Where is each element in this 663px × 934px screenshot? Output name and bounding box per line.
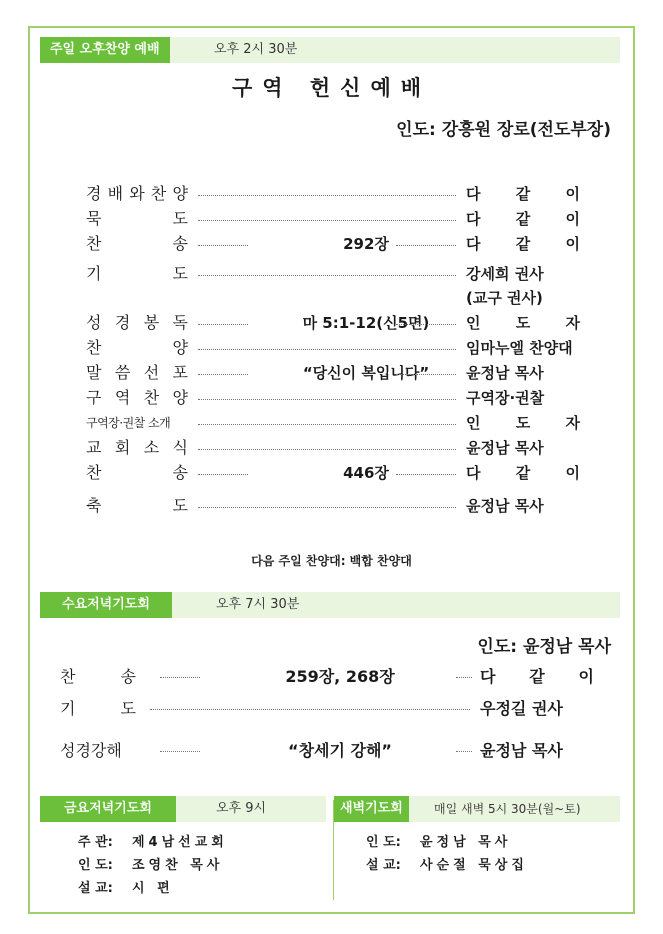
order-responsible: 우정길 권사 (480, 699, 563, 718)
order-label (86, 494, 188, 518)
label-char: 이 (565, 235, 580, 253)
order-responsible-sub: (교구 권사) (466, 289, 543, 307)
label-char: 도 (515, 414, 531, 432)
label-char: 경 (114, 313, 131, 332)
order-item: “창세기 강해” (288, 741, 392, 760)
order-responsible (466, 411, 580, 435)
label-char: 성 (86, 313, 102, 332)
order-label (86, 207, 188, 231)
order-item: “당신이 복입니다” (302, 364, 430, 382)
label-char: 도 (172, 209, 188, 228)
label-char: 식 (172, 438, 188, 457)
label-char: 같 (515, 210, 531, 228)
label-char: 찬 (86, 338, 102, 357)
label-char: 찬 (86, 463, 102, 482)
label-char: 이 (578, 667, 594, 686)
dot-leader (160, 677, 200, 678)
dot-leader (198, 474, 248, 475)
order-label (86, 436, 188, 460)
label-char: 송 (172, 234, 188, 253)
label-char: 묵 (86, 209, 102, 228)
order-responsible (466, 232, 580, 256)
detail-value: 제4남선교회 (132, 835, 228, 850)
label-char: 찬 (86, 234, 102, 253)
detail-key: 주 관: (78, 835, 113, 850)
detail-value: 사순절 묵상집 (420, 858, 528, 873)
order-responsible (466, 182, 580, 206)
label-char: 역 (114, 388, 131, 407)
order-label (86, 182, 188, 206)
dot-leader (198, 220, 456, 221)
order-label (60, 664, 136, 690)
label-char: 자 (565, 414, 580, 432)
order-row (86, 182, 580, 206)
dawn-tag: 새벽기도회 (334, 796, 409, 822)
label-char: 도 (172, 264, 188, 283)
dot-leader (198, 275, 456, 276)
label-char: 와 (129, 184, 145, 203)
detail-value: 윤정남 목사 (420, 835, 512, 850)
wednesday-leader: 인도: 윤정남 목사 (477, 637, 611, 657)
order-responsible: 윤정남 목사 (466, 364, 544, 382)
order-responsible: 구역장·권찰 (466, 389, 545, 407)
label-char: 송 (172, 463, 188, 482)
label-char: 말 (86, 363, 102, 382)
order-item: 292장 (343, 235, 389, 253)
label-char: 구 (86, 388, 102, 407)
label-char: 독 (172, 313, 188, 332)
order-row (60, 696, 594, 722)
next-week-choir: 다음 주일 찬양대: 백합 찬양대 (251, 554, 412, 568)
label-char: 같 (529, 667, 545, 686)
order-responsible: 윤정남 목사 (466, 497, 544, 515)
order-responsible (480, 664, 594, 690)
order-row (60, 738, 594, 764)
order-row (86, 494, 580, 518)
label-char: 기 (60, 699, 76, 718)
dot-leader (396, 324, 456, 325)
label-char: 같 (515, 235, 531, 253)
label-char: 선 (143, 363, 160, 382)
dot-leader (198, 349, 456, 350)
sunday-tag: 주일 오후찬양 예배 (40, 37, 170, 63)
label-char: 다 (466, 210, 481, 228)
label-char: 포 (172, 363, 188, 382)
label-char: 기 (86, 264, 102, 283)
dot-leader (198, 374, 248, 375)
label-char: 양 (172, 388, 188, 407)
order-label (86, 262, 188, 286)
dot-leader (198, 507, 456, 508)
friday-time: 오후 9시 (216, 801, 267, 816)
label-char: 같 (515, 464, 531, 482)
detail-line (78, 878, 174, 900)
order-label: 성경강해 (60, 741, 122, 760)
order-row (86, 311, 580, 335)
order-responsible: 윤정남 목사 (466, 439, 544, 457)
label-char: 도 (172, 496, 188, 515)
label-char: 자 (565, 314, 580, 332)
order-item: 446장 (343, 464, 389, 482)
detail-key: 인 도: (78, 858, 113, 873)
wednesday-band (40, 592, 620, 618)
label-char: 씀 (114, 363, 131, 382)
detail-line (78, 832, 228, 854)
order-label (86, 361, 188, 385)
sunday-time: 오후 2시 30분 (214, 42, 298, 57)
label-char: 경 (86, 184, 102, 203)
order-item: 마 5:1-12(신5면) (302, 314, 430, 332)
order-responsible: 강세희 권사 (466, 265, 544, 283)
dawn-time: 매일 새벽 5시 30분(월~토) (434, 802, 581, 816)
dot-leader (198, 399, 456, 400)
order-label: 구역장·권찰 소개 (86, 416, 171, 430)
friday-tag: 금요저녁기도회 (40, 796, 176, 822)
detail-key: 설 교: (78, 881, 113, 896)
label-char: 양 (172, 184, 188, 203)
sunday-band (40, 37, 620, 63)
detail-key: 설 교: (366, 858, 401, 873)
order-row (86, 361, 580, 385)
order-row (86, 386, 580, 410)
order-label (60, 696, 136, 722)
label-char: 회 (114, 438, 131, 457)
order-row (86, 436, 580, 460)
dot-leader (198, 424, 456, 425)
detail-key: 인 도: (366, 835, 401, 850)
order-responsible: 윤정남 목사 (480, 741, 563, 760)
wednesday-tag: 수요저녁기도회 (40, 592, 172, 618)
dot-leader (456, 751, 472, 752)
order-row (86, 232, 580, 256)
order-row (86, 336, 580, 360)
label-char: 다 (480, 667, 496, 686)
service-title: 구역 헌신예배 (231, 76, 432, 100)
dawn-band (334, 796, 620, 822)
dot-leader (456, 677, 472, 678)
wednesday-time: 오후 7시 30분 (216, 597, 300, 612)
dot-leader (396, 245, 456, 246)
label-char: 찬 (60, 667, 76, 686)
label-char: 다 (466, 185, 481, 203)
label-char: 다 (466, 464, 481, 482)
label-char: 같 (515, 185, 531, 203)
label-char: 다 (466, 235, 481, 253)
order-responsible (466, 311, 580, 335)
order-label (86, 311, 188, 335)
label-char: 교 (86, 438, 102, 457)
detail-value: 조영찬 목사 (132, 858, 224, 873)
order-item: 259장, 268장 (285, 667, 395, 686)
label-char: 축 (86, 496, 102, 515)
label-char: 도 (515, 314, 531, 332)
detail-line (366, 832, 511, 854)
dot-leader (396, 374, 456, 375)
detail-line (366, 855, 528, 877)
order-row (86, 411, 580, 435)
label-char: 양 (172, 338, 188, 357)
label-char: 이 (565, 210, 580, 228)
order-label (86, 232, 188, 256)
friday-band (40, 796, 326, 822)
detail-value: 시 편 (132, 881, 174, 896)
sunday-leader: 인도: 강흥원 장로(전도부장) (396, 120, 611, 140)
order-label (86, 336, 188, 360)
label-char: 송 (120, 667, 136, 686)
order-responsible: 임마누엘 찬양대 (466, 339, 573, 357)
dot-leader (160, 751, 200, 752)
label-char: 봉 (143, 313, 160, 332)
label-char: 배 (107, 184, 124, 203)
order-responsible (466, 461, 580, 485)
dot-leader (396, 474, 456, 475)
order-row (86, 207, 580, 231)
order-responsible (466, 207, 580, 231)
label-char: 도 (120, 699, 136, 718)
label-char: 인 (466, 414, 481, 432)
order-row (60, 664, 594, 690)
order-label (86, 386, 188, 410)
dot-leader (198, 449, 456, 450)
dot-leader (198, 195, 456, 196)
order-row (86, 461, 580, 485)
dot-leader (198, 245, 248, 246)
label-char: 이 (565, 464, 580, 482)
label-char: 찬 (143, 388, 160, 407)
label-char: 인 (466, 314, 481, 332)
label-char: 소 (143, 438, 160, 457)
dot-leader (150, 709, 470, 710)
order-label (86, 461, 188, 485)
order-row (86, 262, 580, 307)
label-char: 이 (565, 185, 580, 203)
dot-leader (198, 324, 248, 325)
label-char: 찬 (150, 184, 167, 203)
detail-line (78, 855, 223, 877)
